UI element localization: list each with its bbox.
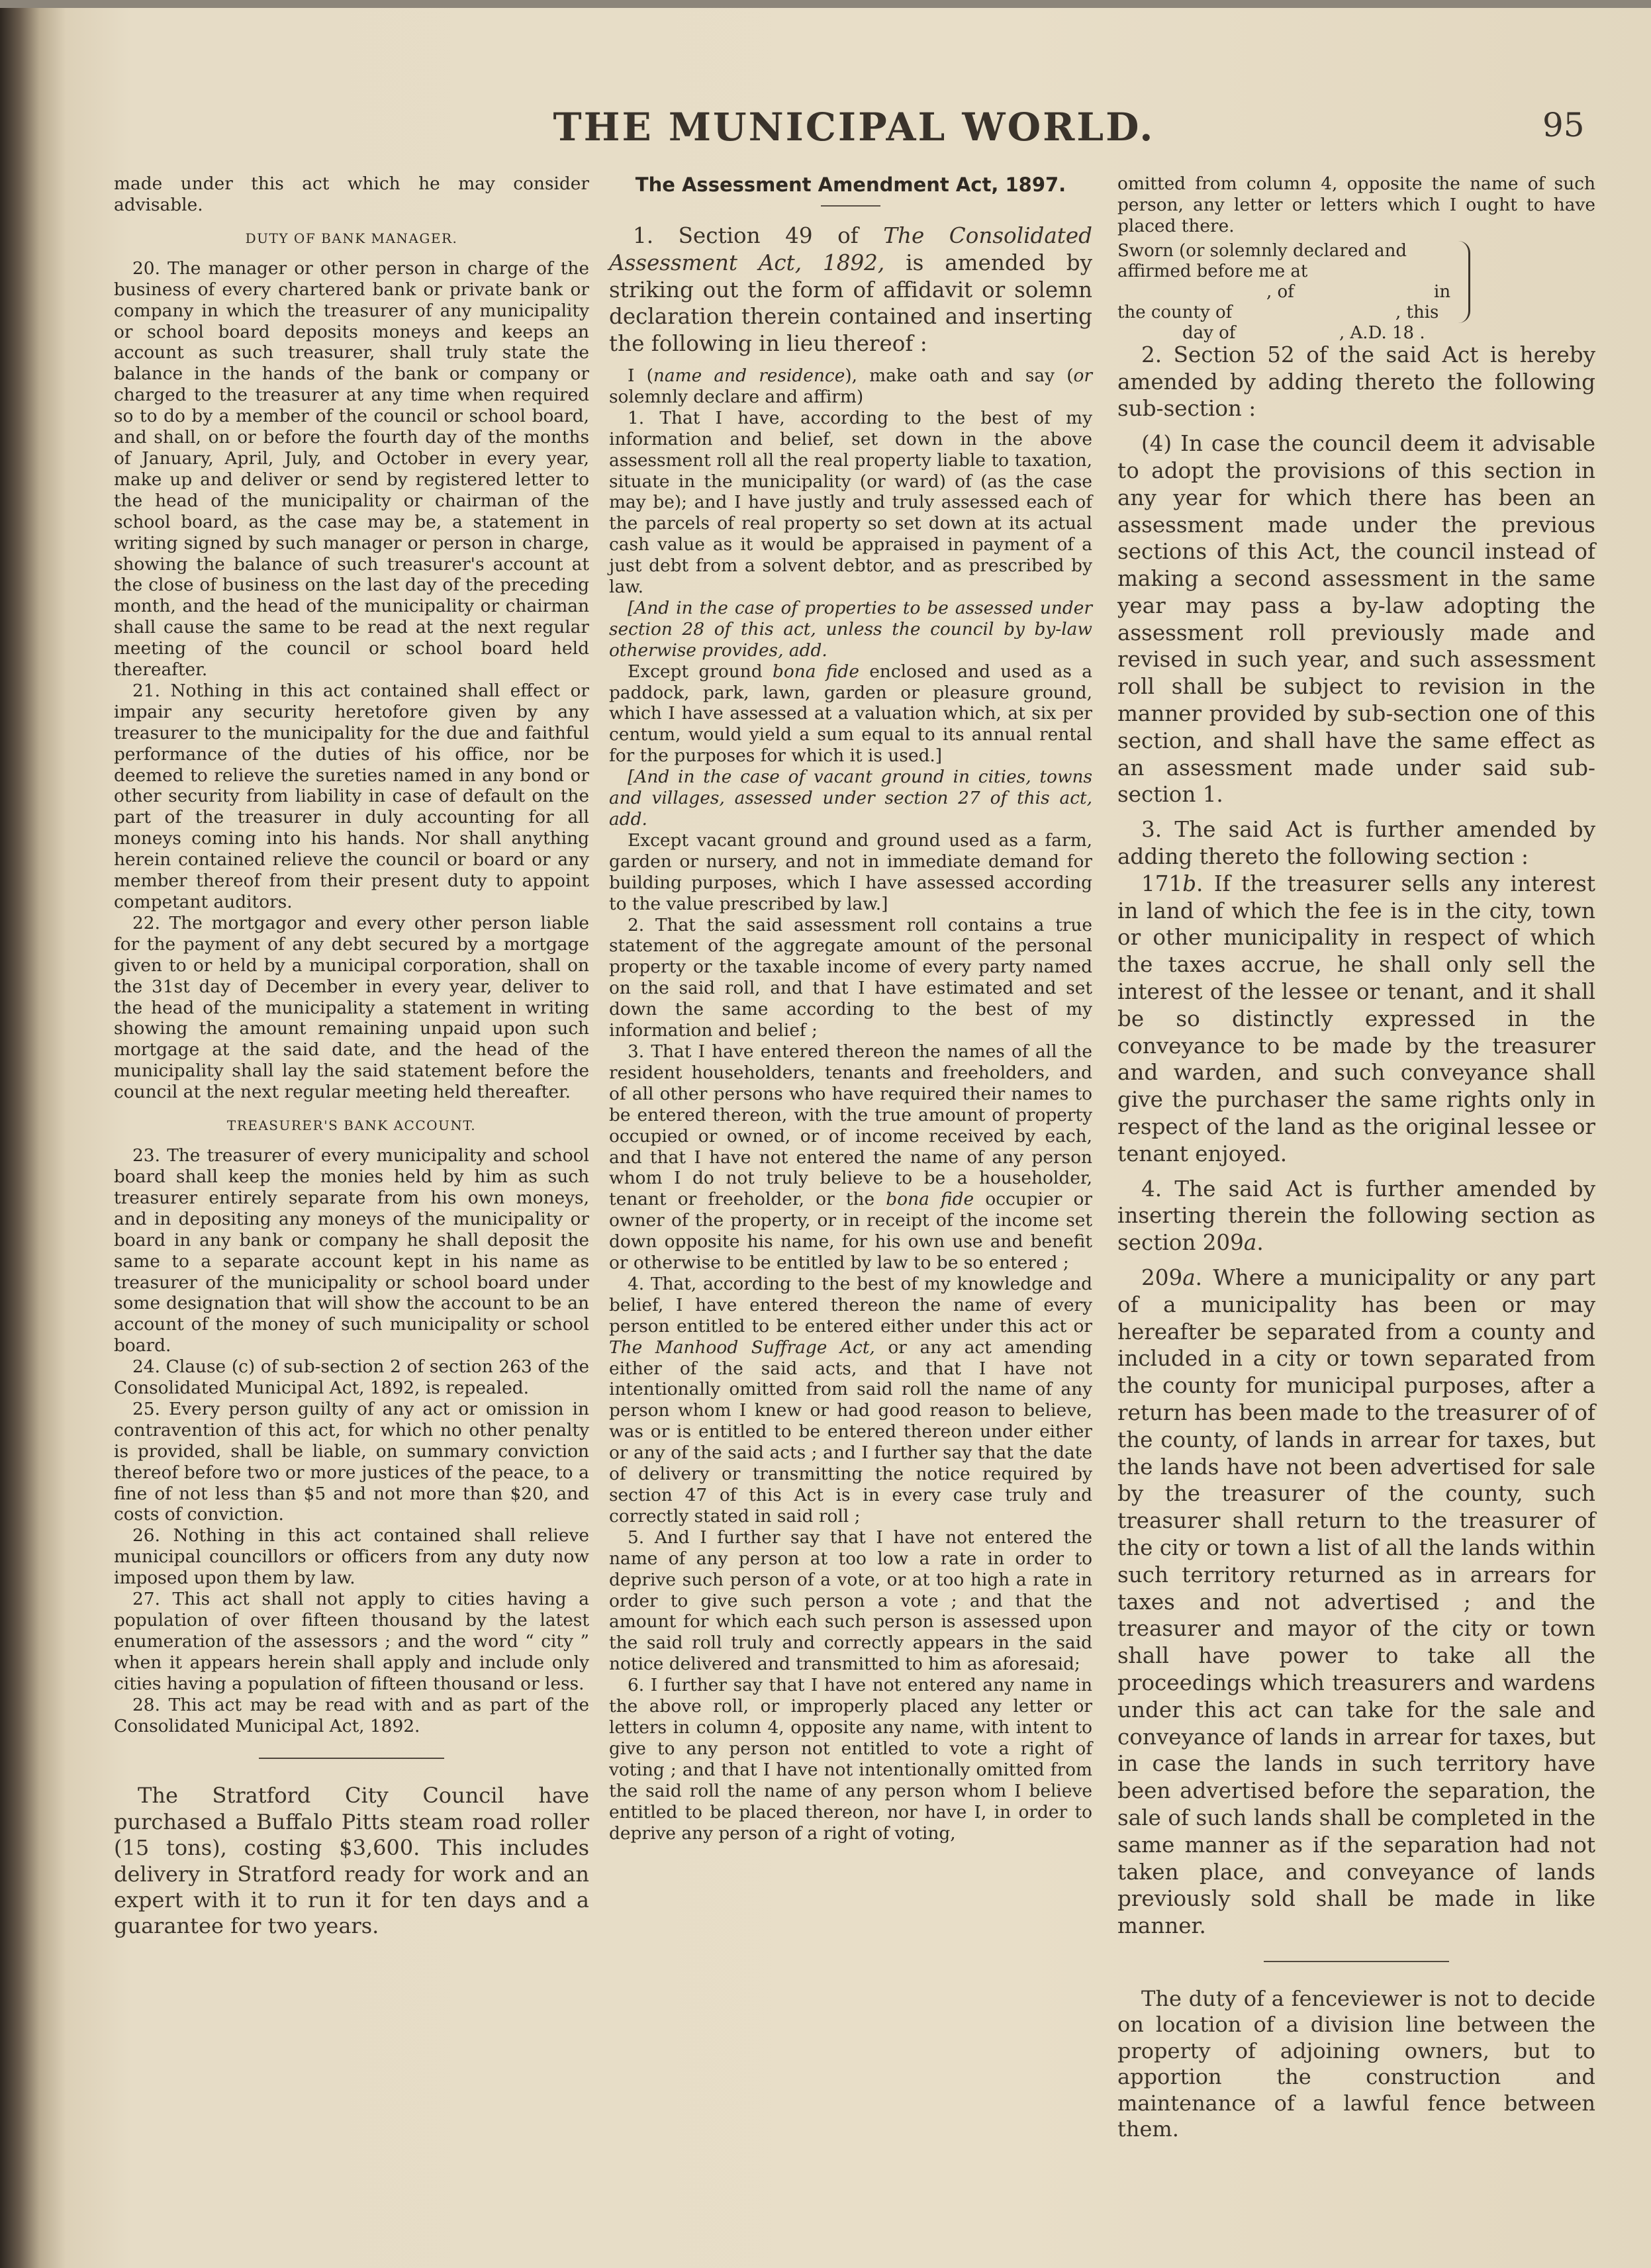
clause-4-text-a: 4. That, according to the best of my knowledge and belief, I have entered thereon the name of every person entitled to be entered either under this act or [609, 1273, 1092, 1337]
sworn-line-5a: day of [1182, 322, 1236, 343]
continued-clause-6: omitted from column 4, opposite the name of such person, any letter or letters which I ought to have placed there. [1117, 173, 1595, 236]
stratford-note: The Stratford City Council have purchased a Buffalo Pitts steam road roller (15 tons), costing $3,600. This includes delivery in Stratford ready for work and an expert with it to run it for ten days and a guarantee for two years. [114, 1783, 589, 1939]
s209a-num: 209 [1141, 1265, 1183, 1291]
clause-4-act-name: The Manhood Suffrage Act, [609, 1337, 875, 1358]
column-middle [609, 173, 1092, 1844]
s171b-num: 171 [1141, 871, 1183, 896]
sworn-line-4a: the county of [1117, 302, 1233, 322]
sworn-line-2: affirmed before me at [1117, 261, 1308, 281]
title-rule [821, 205, 880, 207]
article-title: The Assessment Amendment Act, 1897. [635, 173, 1066, 196]
masthead: THE MUNICIPAL WORLD. [553, 105, 1155, 150]
clause-3-bona-fide: bona fide [886, 1189, 974, 1210]
page-number: 95 [1542, 106, 1585, 144]
intro-paragraph: made under this act which he may consider advisable. [114, 173, 589, 215]
s4-text-a: 4. The said Act is further amended by inserting therein the following section as section 209 [1117, 1176, 1595, 1256]
spacer [1117, 1168, 1595, 1176]
section-1-act-name: The Consolidated Assessment Act, 1892, [609, 223, 1092, 275]
oath-text-a: I ( [628, 365, 653, 386]
sworn-line-3b: in [1434, 281, 1451, 302]
clause-3-text-c: occupier or owner of the property, or in receipt of the income set down opposite his name, for his own use and benefit or otherwise to be entitled by law to be so entered ; [609, 1189, 1093, 1274]
section-heading-treasurer: TREASURER'S BANK ACCOUNT. [226, 1117, 477, 1134]
affidavit-clause-3 [609, 1041, 1092, 1274]
s209a-letter: a [1182, 1265, 1196, 1291]
oath-line [609, 365, 1092, 408]
section-1 [609, 222, 1092, 357]
oath-name: name and residence [653, 365, 845, 386]
s4-letter: a [1243, 1230, 1257, 1256]
except-1-text-a: Except ground [628, 661, 773, 682]
oath-or: or [1073, 365, 1092, 386]
sworn-line-5b: , A.D. 18 . [1339, 322, 1425, 343]
affidavit-clause-2: 2. That the said assessment roll contains a true statement of the aggregate amount of the personal property or the taxable income of every party named on the said roll, and that I have estimated and set down the same according to the best of my information and belief ; [609, 914, 1092, 1041]
section-22: 22. The mortgagor and every other person liable for the payment of any debt secured by a mortgage given to or held by a municipal corporation, shall on the 31st day of December in every year, deliver to the head of the municipality a statement in writing showing the amount remaining unpaid upon such mortgage at the said date, and the head of the municipality shall lay the said statement before the council at the next regular meeting held thereafter. [114, 912, 589, 1103]
spacer [609, 357, 1092, 365]
clause-4-text-c: or any act amending either of the said acts, and that I have not intentionally omitted from said roll the name of any person whom I knew or had good reason to believe, was or is entitled to be entered thereon under either or any of the said acts ; and I further say that the date of delivery or transmitting the notice required by section 47 of this Act is in every case truly and correctly stated in said roll ; [609, 1337, 1092, 1527]
column-left [114, 173, 589, 1940]
section-171b [1117, 871, 1595, 1168]
sworn-line-3a: , of [1266, 281, 1294, 302]
section-28: 28. This act may be read with and as part of the Consolidated Municipal Act, 1892. [114, 1694, 589, 1736]
sworn-line-1: Sworn (or solemnly declared and [1117, 240, 1407, 261]
divider-rule [1264, 1961, 1449, 1962]
subsection-4: (4) In case the council deem it advisable to adopt the provisions of this section in any year for which there has been an assessment made under the previous sections of this Act, the council instead of making a second assessment in the same year may pass a by-law adopting the assessment roll previously made and revised in such year, and such assessment roll shall be subject to revision in the manner provided by sub-section one of this section, and shall have the same effect as an assessment made under said sub-section 1. [1117, 431, 1595, 808]
sworn-line-4b: , this [1395, 302, 1439, 322]
spacer [1117, 422, 1595, 430]
except-clause-1 [609, 661, 1092, 767]
section-25: 25. Every person guilty of any act or omission in contravention of this act, for which no other penalty is provided, shall be liable, on summary conviction thereof before two or more justices of the peace, to a fine of not less than $5 and not more than $20, and costs of conviction. [114, 1398, 589, 1525]
fenceviewer-note: The duty of a fenceviewer is not to decide on location of a division line between the property of adjoining owners, but to apportion the construction and maintenance of a lawful fence between them. [1117, 1985, 1595, 2142]
s171b-text: . If the treasurer sells any interest in land of which the fee is in the city, town or other municipality in respect of which the taxes accrue, he shall only sell the interest of the lessee or tenant, and it shall be so distinctly expressed in the conveyance to be made by the treasurer and warden, and such conveyance shall give the purchaser the same rights only in respect of the land as the original lessee or tenant enjoyed. [1117, 871, 1595, 1166]
section-20: 20. The manager or other person in charge of the business of every chartered bank or private bank or company in which the treasurer of any municipality or school board deposits moneys and keeps an account as such treasurer, shall truly state the balance in the hands of the bank or company or charged to the treasurer at any time when required so to do by a member of the council or school board, and shall, on or before the fourth day of the months of January, April, July, and October in every year, make up and deliver or send by registered letter to the head of the municipality or chairman of the school board, as the case may be, a statement in writing signed by such manager or person in charge, showing the balance of such treasurer's account at the close of business on the last day of the preceding month, and the head of the municipality or chairman shall cause the same to be read at the next regular meeting of the council or school board held thereafter. [114, 258, 589, 681]
clause-3-text-a: 3. That I have entered thereon the names of all the resident householders, tenants and freeholders, and of all other persons who have required their names to be entered thereon, with the true amount of property occupied or owned, or of income received by each, and that I have not entered the name of any person whom I do not truly believe to be a householder, tenant or freeholder, or the [609, 1041, 1092, 1210]
except-1-bona-fide: bona fide [772, 661, 859, 682]
affidavit-clause-5: 5. And I further say that I have not entered the name of any person at too low a rate in order to deprive such person of a vote, or at too high a rate in order to give such person a vote ; and that the amount for which each such person is assessed upon the said roll truly and correctly appears in the said notice delivered and transmitted to him as aforesaid; [609, 1527, 1092, 1675]
section-heading-bank-manager: DUTY OF BANK MANAGER. [245, 230, 458, 246]
spacer [1117, 1256, 1595, 1264]
sworn-block [1117, 240, 1595, 343]
s171b-letter: b [1182, 871, 1197, 896]
column-right [1117, 173, 1595, 2142]
affidavit-clause-4 [609, 1274, 1092, 1527]
section-21: 21. Nothing in this act contained shall effect or impair any security heretofore given by any treasurer to the municipality for the due and faithful performance of the duties of his office, nor be deemed to relieve the sureties named in any bond or other security from liability in case of default on the part of the treasurer in duly accounting for all moneys coming into his hands. Nor shall anything herein contained relieve the council or board or any member thereof from their present duty to appoint competant auditors. [114, 680, 589, 912]
s209a-text: . Where a municipality or any part of a municipality has been or may hereafter be separated from a county and included in a city or town separated from the county for municipal purposes, after a return has been made to the treasurer of of the county, of lands in arrear for taxes, but the lands have not been advertised for sale by the treasurer of the county, such treasurer shall return to the treasurer of the city or town a list of all the lands within such territory returned as in arrears for taxes and not advertised ; and the treasurer and mayor of the city or town shall have power to take all the proceedings which treasurers and wardens under this act can take for the sale and conveyance of lands in arrear for taxes, but in case the lands in such territory have been advertised before the separation, the sale of such lands shall be completed in the same manner as if the separation had not taken place, and conveyance of lands previously sold shall be made in like manner. [1117, 1265, 1595, 1939]
section-1-text-c: is amended by striking out the form of affidavit or solemn declaration therein contained and inserting the following in lieu thereof : [609, 250, 1093, 357]
except-clause-2: Except vacant ground and ground used as a farm, garden or nursery, and not in immediate demand for building purposes, which I have assessed according to the value prescribed by law.] [609, 829, 1092, 914]
page-top-edge [0, 0, 1651, 8]
affidavit-clause-1: 1. That I have, according to the best of my information and belief, set down in the above assessment roll all the real property liable to taxation, situate in the municipality (or ward) of (as the case may be); and I have justly and truly assessed each of the parcels of real property so set down at its actual cash value as it would be appraised in payment of a just debt from a solvent debtor, and as prescribed by law. [609, 407, 1092, 598]
oath-text-c: ), make oath and say ( [845, 365, 1074, 386]
section-24: 24. Clause (c) of sub-section 2 of section 263 of the Consolidated Municipal Act, 1892, is repealed. [114, 1356, 589, 1399]
s4-text-c: . [1256, 1230, 1264, 1256]
bracket-note-1: [And in the case of properties to be assessed under section 28 of this act, unless the council by by-law otherwise provides, add. [609, 597, 1092, 661]
affidavit-clause-6: 6. I further say that I have not entered any name in the above roll, or improperly placed any letter or letters in column 4, opposite any name, with intent to give to any person not entitled to vote a right of voting ; and that I have not intentionally omitted from the said roll the name of any person whom I believe entitled to be placed thereon, nor have I, in order to deprive any person of a right of voting, [609, 1675, 1092, 1844]
except-1-text-c: enclosed and used as a paddock, park, lawn, garden or pleasure ground, which I have assessed at a valuation which, at six per centum, would yield a sum equal to its annual rental for the purposes for which it is used.] [609, 661, 1093, 767]
section-23: 23. The treasurer of every municipality and school board shall keep the monies held by him as such treasurer entirely separate from his own moneys, and in depositing any moneys of the municipality or board in any bank or company he shall deposit the same to a separate account kept in his name as treasurer of the municipality or school board under some designation that will show the account to be an account of the money of such municipality or school board. [114, 1145, 589, 1356]
divider-rule [259, 1758, 444, 1759]
section-209a [1117, 1264, 1595, 1940]
oath-text-e: solemnly declare and affirm) [609, 386, 864, 407]
section-3: 3. The said Act is further amended by adding thereto the following section : [1117, 817, 1595, 870]
bracket-note-2: [And in the case of vacant ground in cities, towns and villages, assessed under section 27 of this act, add. [609, 767, 1092, 830]
section-2: 2. Section 52 of the said Act is hereby amended by adding thereto the following sub-section : [1117, 342, 1595, 422]
section-1-text-a: 1. Section 49 of [633, 223, 884, 248]
spacer [1117, 808, 1595, 816]
sworn-brace [1456, 241, 1470, 323]
section-4 [1117, 1176, 1595, 1256]
section-27: 27. This act shall not apply to cities having a population of over fifteen thousand by the latest enumeration of the assessors ; and the word “ city ” when it appears herein shall apply and include only cities having a population of fifteen thousand or less. [114, 1589, 589, 1694]
section-26: 26. Nothing in this act contained shall relieve municipal councillors or officers from any duty now imposed upon them by law. [114, 1525, 589, 1589]
